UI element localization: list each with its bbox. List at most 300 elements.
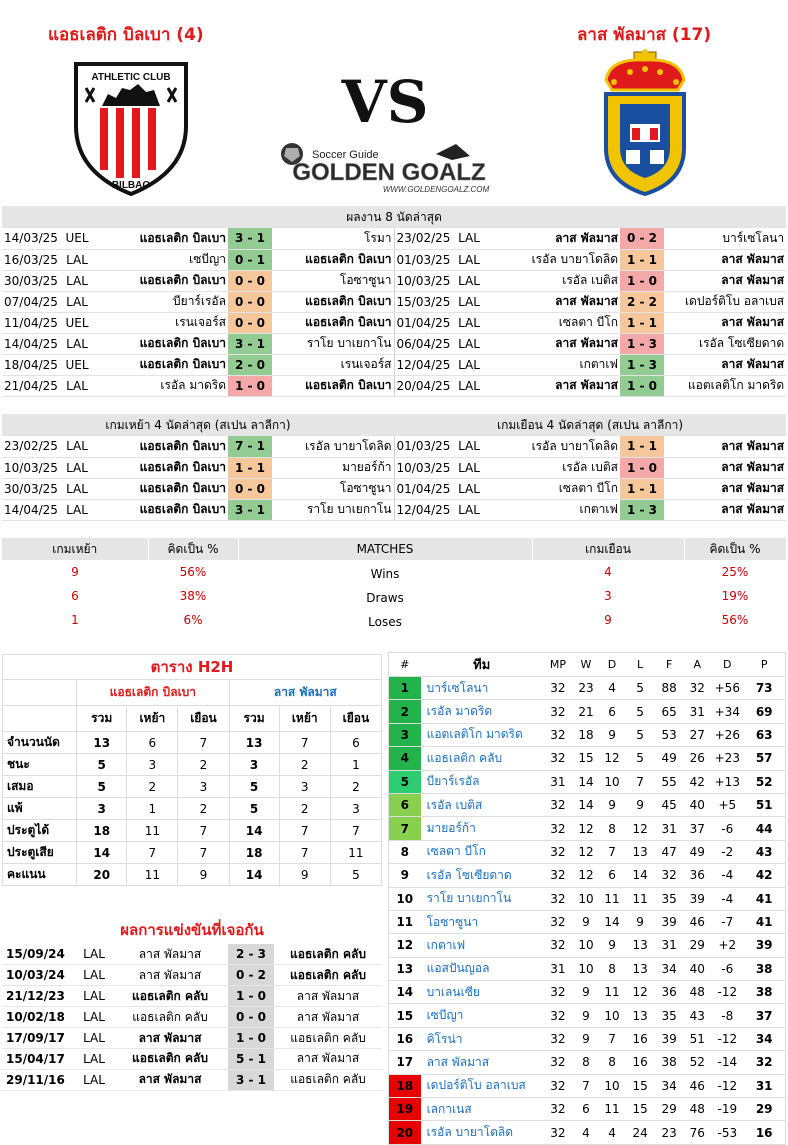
- h2h-value: 2: [178, 754, 229, 776]
- h2h-value: 2: [178, 798, 229, 820]
- away-match-home-team: เรอัล เบติส: [488, 457, 620, 478]
- standings-d: 7: [599, 840, 625, 863]
- meeting-competition: LAL: [76, 1048, 112, 1069]
- standings-row: [389, 817, 786, 840]
- home-match-away-team: เรนเจอร์ส: [272, 354, 394, 375]
- standings-d: 12: [599, 747, 625, 770]
- standings-points: 43: [743, 840, 785, 863]
- summary-home-percent: 6%: [183, 613, 203, 627]
- home-match-home-team: เรนเจอร์ส: [96, 312, 228, 333]
- standings-gd: -14: [711, 1051, 743, 1074]
- standings-points: 63: [743, 723, 785, 746]
- standings-l: 12: [625, 981, 655, 1004]
- standings-team-link[interactable]: แอตเลติโก มาดริด: [421, 723, 543, 746]
- home-match-away-team: โอซาซูนา: [272, 270, 394, 291]
- standings-mp: 32: [543, 1004, 573, 1027]
- meeting-home-team: แอธเลติก คลับ: [112, 986, 228, 1007]
- standings-team-link[interactable]: ลาส พัลมาส: [421, 1051, 543, 1074]
- standings-w: 10: [573, 887, 599, 910]
- meeting-competition: LAL: [76, 1007, 112, 1028]
- standings-gd: +13: [711, 770, 743, 793]
- standings-w: 9: [573, 1004, 599, 1027]
- h2h-row: [3, 776, 382, 798]
- standings-position: 14: [389, 981, 421, 1004]
- standings-l: 15: [625, 1098, 655, 1121]
- h2h-row-label: ชนะ: [3, 754, 77, 776]
- standings-position: 1: [389, 677, 421, 700]
- standings-points: 51: [743, 793, 785, 816]
- standings-f: 45: [655, 793, 683, 816]
- home-match-date: 14/03/25: [2, 228, 58, 249]
- meeting-competition: LAL: [76, 1028, 112, 1049]
- standings-d: 9: [599, 934, 625, 957]
- standings-header-d: D: [599, 653, 625, 677]
- h2h-value: 13: [229, 732, 279, 754]
- standings-team-link[interactable]: บียาร์เรอัล: [421, 770, 543, 793]
- home-match-away-team: โอซาซูนา: [272, 478, 394, 499]
- h2h-value: 14: [77, 842, 127, 864]
- last-4-home-title: เกมเหย้า 4 นัดล่าสุด (สเปน ลาลีกา): [2, 414, 394, 436]
- standings-mp: 32: [543, 747, 573, 770]
- home-match-competition: UEL: [58, 312, 96, 333]
- crest-away-text: LAS PALMAS: [622, 107, 668, 114]
- away-match-score: 1 - 3: [620, 354, 664, 375]
- h2h-value: 7: [127, 842, 178, 864]
- home-match-away-team: เรอัล บายาโดลิด: [272, 436, 394, 457]
- standings-team-link[interactable]: แอสปันญอล: [421, 957, 543, 980]
- standings-mp: 32: [543, 1074, 573, 1097]
- standings-points: 38: [743, 981, 785, 1004]
- standings-l: 5: [625, 700, 655, 723]
- h2h-row: [3, 798, 382, 820]
- summary-away-count: 9: [604, 613, 612, 627]
- standings-team-link[interactable]: บาร์เซโลนา: [421, 677, 543, 700]
- standings-team-link[interactable]: ราโย บาเยกาโน: [421, 887, 543, 910]
- standings-a: 52: [683, 1051, 711, 1074]
- standings-f: 49: [655, 747, 683, 770]
- result-row: [2, 457, 786, 478]
- standings-team-link[interactable]: เรอัล บายาโดลิด: [421, 1121, 543, 1144]
- away-match-score: 1 - 1: [620, 436, 664, 457]
- last-8-title: ผลงาน 8 นัดล่าสุด: [2, 206, 786, 228]
- home-match-home-team: เรอัล มาดริด: [96, 375, 228, 396]
- standings-w: 18: [573, 723, 599, 746]
- standings-mp: 32: [543, 910, 573, 933]
- standings-position: 15: [389, 1004, 421, 1027]
- h2h-value: 5: [229, 776, 279, 798]
- standings-mp: 32: [543, 934, 573, 957]
- standings-position: 4: [389, 747, 421, 770]
- h2h-value: 1: [127, 798, 178, 820]
- away-match-score: 1 - 1: [620, 249, 664, 270]
- standings-position: 13: [389, 957, 421, 980]
- meeting-away-team: แอธเลติก คลับ: [274, 965, 382, 986]
- standings-a: 42: [683, 770, 711, 793]
- standings-a: 76: [683, 1121, 711, 1144]
- away-match-home-team: เรอัล บายาโดลิด: [488, 249, 620, 270]
- standings-team-link[interactable]: เซลตา บีโก: [421, 840, 543, 863]
- h2h-sub-total: รวม: [77, 706, 127, 732]
- standings-w: 9: [573, 1027, 599, 1050]
- result-row: [2, 478, 786, 499]
- away-match-date: 01/03/25: [394, 436, 450, 457]
- home-match-competition: LAL: [58, 249, 96, 270]
- away-match-score: 1 - 1: [620, 312, 664, 333]
- standings-points: 37: [743, 1004, 785, 1027]
- standings-gd: -53: [711, 1121, 743, 1144]
- meeting-away-team: แอธเลติก คลับ: [274, 1069, 382, 1090]
- standings-a: 37: [683, 817, 711, 840]
- standings-a: 49: [683, 840, 711, 863]
- standings-mp: 32: [543, 840, 573, 863]
- h2h-value: 5: [77, 754, 127, 776]
- away-match-away-team: ลาส พัลมาส: [664, 312, 786, 333]
- standings-l: 5: [625, 723, 655, 746]
- standings-gd: +56: [711, 677, 743, 700]
- away-match-competition: LAL: [450, 333, 488, 354]
- standings-position: 19: [389, 1098, 421, 1121]
- h2h-value: 18: [77, 820, 127, 842]
- home-match-competition: LAL: [58, 333, 96, 354]
- away-match-date: 06/04/25: [394, 333, 450, 354]
- standings-mp: 32: [543, 677, 573, 700]
- home-match-date: 16/03/25: [2, 249, 58, 270]
- meeting-score: 3 - 1: [228, 1069, 274, 1090]
- away-match-date: 20/04/25: [394, 375, 450, 396]
- standings-gd: -7: [711, 910, 743, 933]
- summary-header-matches: MATCHES: [238, 538, 532, 560]
- summary-away-count: 4: [604, 565, 612, 579]
- meeting-home-team: แอธเลติก คลับ: [112, 1007, 228, 1028]
- away-match-away-team: ลาส พัลมาส: [664, 249, 786, 270]
- h2h-value: 1: [330, 754, 381, 776]
- h2h-value: 13: [77, 732, 127, 754]
- standings-gd: +5: [711, 793, 743, 816]
- standings-gd: -2: [711, 840, 743, 863]
- standings-team-link[interactable]: เรอัล โซเซียดาด: [421, 864, 543, 887]
- standings-mp: 32: [543, 1051, 573, 1074]
- standings-gd: -8: [711, 1004, 743, 1027]
- standings-team-link[interactable]: เซบีญา: [421, 1004, 543, 1027]
- result-row: [2, 333, 786, 354]
- standings-mp: 31: [543, 770, 573, 793]
- meetings-title: ผลการแข่งขันที่เจอกัน: [120, 921, 264, 939]
- standings-team-link[interactable]: เกตาเฟ: [421, 934, 543, 957]
- last-4-away-title: เกมเยือน 4 นัดล่าสุด (สเปน ลาลีกา): [394, 414, 786, 436]
- standings-f: 31: [655, 934, 683, 957]
- standings-mp: 32: [543, 1098, 573, 1121]
- standings-row: [389, 1121, 786, 1144]
- h2h-row-label: คะแนน: [3, 864, 77, 886]
- standings-points: 57: [743, 747, 785, 770]
- standings-w: 10: [573, 957, 599, 980]
- h2h-row-label: เสมอ: [3, 776, 77, 798]
- vs-text: VS: [341, 68, 429, 136]
- standings-a: 48: [683, 1098, 711, 1121]
- standings-l: 7: [625, 770, 655, 793]
- home-match-score: 3 - 1: [228, 499, 272, 520]
- h2h-value: 9: [178, 864, 229, 886]
- standings-l: 14: [625, 864, 655, 887]
- standings-position: 10: [389, 887, 421, 910]
- standings-f: 34: [655, 1074, 683, 1097]
- standings-w: 14: [573, 793, 599, 816]
- home-match-competition: LAL: [58, 499, 96, 520]
- standings-row: [389, 700, 786, 723]
- standings-team-link[interactable]: โอซาซูนา: [421, 910, 543, 933]
- away-match-score: 1 - 1: [620, 478, 664, 499]
- home-match-score: 0 - 0: [228, 270, 272, 291]
- h2h-value: 3: [279, 776, 330, 798]
- standings-gd: +23: [711, 747, 743, 770]
- h2h-value: 11: [127, 864, 178, 886]
- standings-a: 27: [683, 723, 711, 746]
- standings-mp: 32: [543, 793, 573, 816]
- home-match-away-team: แอธเลติก บิลเบา: [272, 312, 394, 333]
- standings-row: [389, 1074, 786, 1097]
- h2h-value: 7: [279, 732, 330, 754]
- h2h-row-label: ประตูได้: [3, 820, 77, 842]
- home-match-score: 0 - 0: [228, 291, 272, 312]
- meeting-row: [2, 986, 382, 1007]
- standings-row: [389, 957, 786, 980]
- standings-f: 53: [655, 723, 683, 746]
- standings-w: 15: [573, 747, 599, 770]
- standings-team-link[interactable]: เดปอร์ติโบ อลาเบส: [421, 1074, 543, 1097]
- standings-position: 16: [389, 1027, 421, 1050]
- standings-f: 29: [655, 1098, 683, 1121]
- standings-row: [389, 934, 786, 957]
- home-match-score: 3 - 1: [228, 333, 272, 354]
- last-8-results: [2, 206, 786, 397]
- meeting-date: 15/04/17: [2, 1048, 76, 1069]
- standings-gd: -6: [711, 957, 743, 980]
- standings-row: [389, 910, 786, 933]
- away-match-home-team: เรอัล เบติส: [488, 270, 620, 291]
- standings-mp: 32: [543, 723, 573, 746]
- standings-f: 55: [655, 770, 683, 793]
- home-match-home-team: บียาร์เรอัล: [96, 291, 228, 312]
- standings-d: 11: [599, 981, 625, 1004]
- away-match-away-team: ลาส พัลมาส: [664, 270, 786, 291]
- standings-row: [389, 864, 786, 887]
- match-header: [0, 0, 788, 204]
- standings-f: 88: [655, 677, 683, 700]
- standings-points: 29: [743, 1098, 785, 1121]
- summary-header-home: เกมเหย้า: [2, 538, 148, 560]
- away-match-away-team: เรอัล โซเซียดาด: [664, 333, 786, 354]
- standings-position: 8: [389, 840, 421, 863]
- standings-position: 9: [389, 864, 421, 887]
- meeting-score: 1 - 0: [228, 986, 274, 1007]
- away-match-date: 01/04/25: [394, 312, 450, 333]
- standings-position: 7: [389, 817, 421, 840]
- summary-label: Draws: [366, 590, 404, 605]
- athletic-club-crest: [72, 60, 190, 198]
- home-match-home-team: แอธเลติก บิลเบา: [96, 270, 228, 291]
- standings-gd: +34: [711, 700, 743, 723]
- away-match-score: 1 - 3: [620, 499, 664, 520]
- standings-l: 24: [625, 1121, 655, 1144]
- standings-header-pos: #: [389, 653, 421, 677]
- standings-a: 46: [683, 910, 711, 933]
- away-match-score: 1 - 0: [620, 457, 664, 478]
- home-match-away-team: แอธเลติก บิลเบา: [272, 375, 394, 396]
- result-row: [2, 270, 786, 291]
- logo-small-text: Soccer Guide: [312, 149, 379, 161]
- h2h-table: [2, 654, 382, 886]
- standings-f: 38: [655, 1051, 683, 1074]
- standings-team-link[interactable]: บาเลนเซีย: [421, 981, 543, 1004]
- standings-f: 39: [655, 910, 683, 933]
- h2h-value: 2: [279, 754, 330, 776]
- standings-l: 9: [625, 910, 655, 933]
- meeting-home-team: ลาส พัลมาส: [112, 944, 228, 965]
- meeting-away-team: ลาส พัลมาส: [274, 986, 382, 1007]
- h2h-value: 7: [330, 820, 381, 842]
- summary-home-count: 9: [71, 565, 79, 579]
- standings-d: 8: [599, 817, 625, 840]
- standings-d: 10: [599, 770, 625, 793]
- standings-w: 10: [573, 934, 599, 957]
- standings-points: 42: [743, 864, 785, 887]
- home-match-date: 14/04/25: [2, 333, 58, 354]
- meeting-row: [2, 1048, 382, 1069]
- standings-d: 8: [599, 957, 625, 980]
- standings-w: 21: [573, 700, 599, 723]
- standings-team-link[interactable]: เรอัล มาดริด: [421, 700, 543, 723]
- away-match-competition: LAL: [450, 354, 488, 375]
- result-row: [2, 354, 786, 375]
- away-match-date: 10/03/25: [394, 270, 450, 291]
- standings-f: 39: [655, 1027, 683, 1050]
- standings-f: 34: [655, 957, 683, 980]
- standings-row: [389, 723, 786, 746]
- away-match-away-team: เดปอร์ติโบ อลาเบส: [664, 291, 786, 312]
- home-match-date: 21/04/25: [2, 375, 58, 396]
- standings-points: 44: [743, 817, 785, 840]
- away-match-competition: LAL: [450, 312, 488, 333]
- standings-f: 36: [655, 981, 683, 1004]
- away-match-date: 01/04/25: [394, 478, 450, 499]
- standings-a: 43: [683, 1004, 711, 1027]
- standings-team-link[interactable]: แอธเลติก คลับ: [421, 747, 543, 770]
- standings-team-link[interactable]: มายอร์ก้า: [421, 817, 543, 840]
- win-draw-loss-summary: [2, 538, 787, 632]
- meeting-away-team: แอธเลติก คลับ: [274, 1028, 382, 1049]
- standings-points: 31: [743, 1074, 785, 1097]
- home-match-score: 1 - 0: [228, 375, 272, 396]
- standings-gd: +2: [711, 934, 743, 957]
- standings-position: 2: [389, 700, 421, 723]
- standings-header-f: F: [655, 653, 683, 677]
- meeting-competition: LAL: [76, 1069, 112, 1090]
- standings-row: [389, 770, 786, 793]
- standings-mp: 32: [543, 887, 573, 910]
- standings-a: 36: [683, 864, 711, 887]
- home-match-competition: LAL: [58, 478, 96, 499]
- meeting-date: 15/09/24: [2, 944, 76, 965]
- h2h-sub-total: รวม: [229, 706, 279, 732]
- away-match-score: 1 - 0: [620, 270, 664, 291]
- standings-points: 69: [743, 700, 785, 723]
- meeting-score: 5 - 1: [228, 1048, 274, 1069]
- home-match-away-team: โรมา: [272, 228, 394, 249]
- standings-gd: -4: [711, 864, 743, 887]
- standings-row: [389, 1027, 786, 1050]
- home-match-score: 1 - 1: [228, 457, 272, 478]
- standings-a: 39: [683, 887, 711, 910]
- home-match-date: 14/04/25: [2, 499, 58, 520]
- standings-team-link[interactable]: คิโรน่า: [421, 1027, 543, 1050]
- standings-l: 13: [625, 840, 655, 863]
- h2h-value: 2: [279, 798, 330, 820]
- home-match-competition: LAL: [58, 457, 96, 478]
- standings-row: [389, 981, 786, 1004]
- h2h-sub-away: เยือน: [330, 706, 381, 732]
- standings-f: 47: [655, 840, 683, 863]
- meeting-date: 21/12/23: [2, 986, 76, 1007]
- h2h-value: 6: [127, 732, 178, 754]
- summary-header-away: เกมเยือน: [532, 538, 684, 560]
- standings-team-link[interactable]: เรอัล เบติส: [421, 793, 543, 816]
- meeting-competition: LAL: [76, 965, 112, 986]
- h2h-value: 3: [77, 798, 127, 820]
- away-match-score: 0 - 2: [620, 228, 664, 249]
- standings-l: 15: [625, 1074, 655, 1097]
- home-match-score: 3 - 1: [228, 228, 272, 249]
- summary-away-percent: 25%: [721, 565, 749, 579]
- golden-goalz-logo: [256, 140, 522, 196]
- home-match-competition: LAL: [58, 291, 96, 312]
- away-match-home-team: เกตาเฟ: [488, 354, 620, 375]
- meeting-date: 10/03/24: [2, 965, 76, 986]
- logo-main-text: GOLDEN GOALZ: [292, 159, 486, 186]
- standings-d: 4: [599, 677, 625, 700]
- summary-home-percent: 56%: [179, 565, 207, 579]
- summary-away-percent: 19%: [721, 589, 749, 603]
- standings-header-team: ทีม: [421, 653, 543, 677]
- h2h-value: 3: [229, 754, 279, 776]
- away-match-date: 01/03/25: [394, 249, 450, 270]
- result-row: [2, 312, 786, 333]
- standings-row: [389, 747, 786, 770]
- standings-d: 10: [599, 1004, 625, 1027]
- h2h-value: 14: [229, 864, 279, 886]
- standings-w: 12: [573, 864, 599, 887]
- standings-position: 3: [389, 723, 421, 746]
- standings-mp: 32: [543, 817, 573, 840]
- standings-team-link[interactable]: เลกาเนส: [421, 1098, 543, 1121]
- away-match-home-team: เรอัล บายาโดลิด: [488, 436, 620, 457]
- standings-mp: 32: [543, 700, 573, 723]
- h2h-row: [3, 864, 382, 886]
- home-match-home-team: แอธเลติก บิลเบา: [96, 436, 228, 457]
- meeting-home-team: ลาส พัลมาส: [112, 1069, 228, 1090]
- summary-home-percent: 38%: [179, 589, 207, 603]
- standings-row: [389, 840, 786, 863]
- h2h-row-label: จำนวนนัด: [3, 732, 77, 754]
- standings-d: 7: [599, 1027, 625, 1050]
- standings-header-a: A: [683, 653, 711, 677]
- summary-header-away-pct: คิดเป็น %: [684, 538, 786, 560]
- meeting-away-team: ลาส พัลมาส: [274, 1007, 382, 1028]
- meeting-row: [2, 1069, 382, 1090]
- standings-mp: 32: [543, 864, 573, 887]
- result-row: [2, 228, 786, 249]
- standings-f: 35: [655, 887, 683, 910]
- away-match-away-team: ลาส พัลมาส: [664, 499, 786, 520]
